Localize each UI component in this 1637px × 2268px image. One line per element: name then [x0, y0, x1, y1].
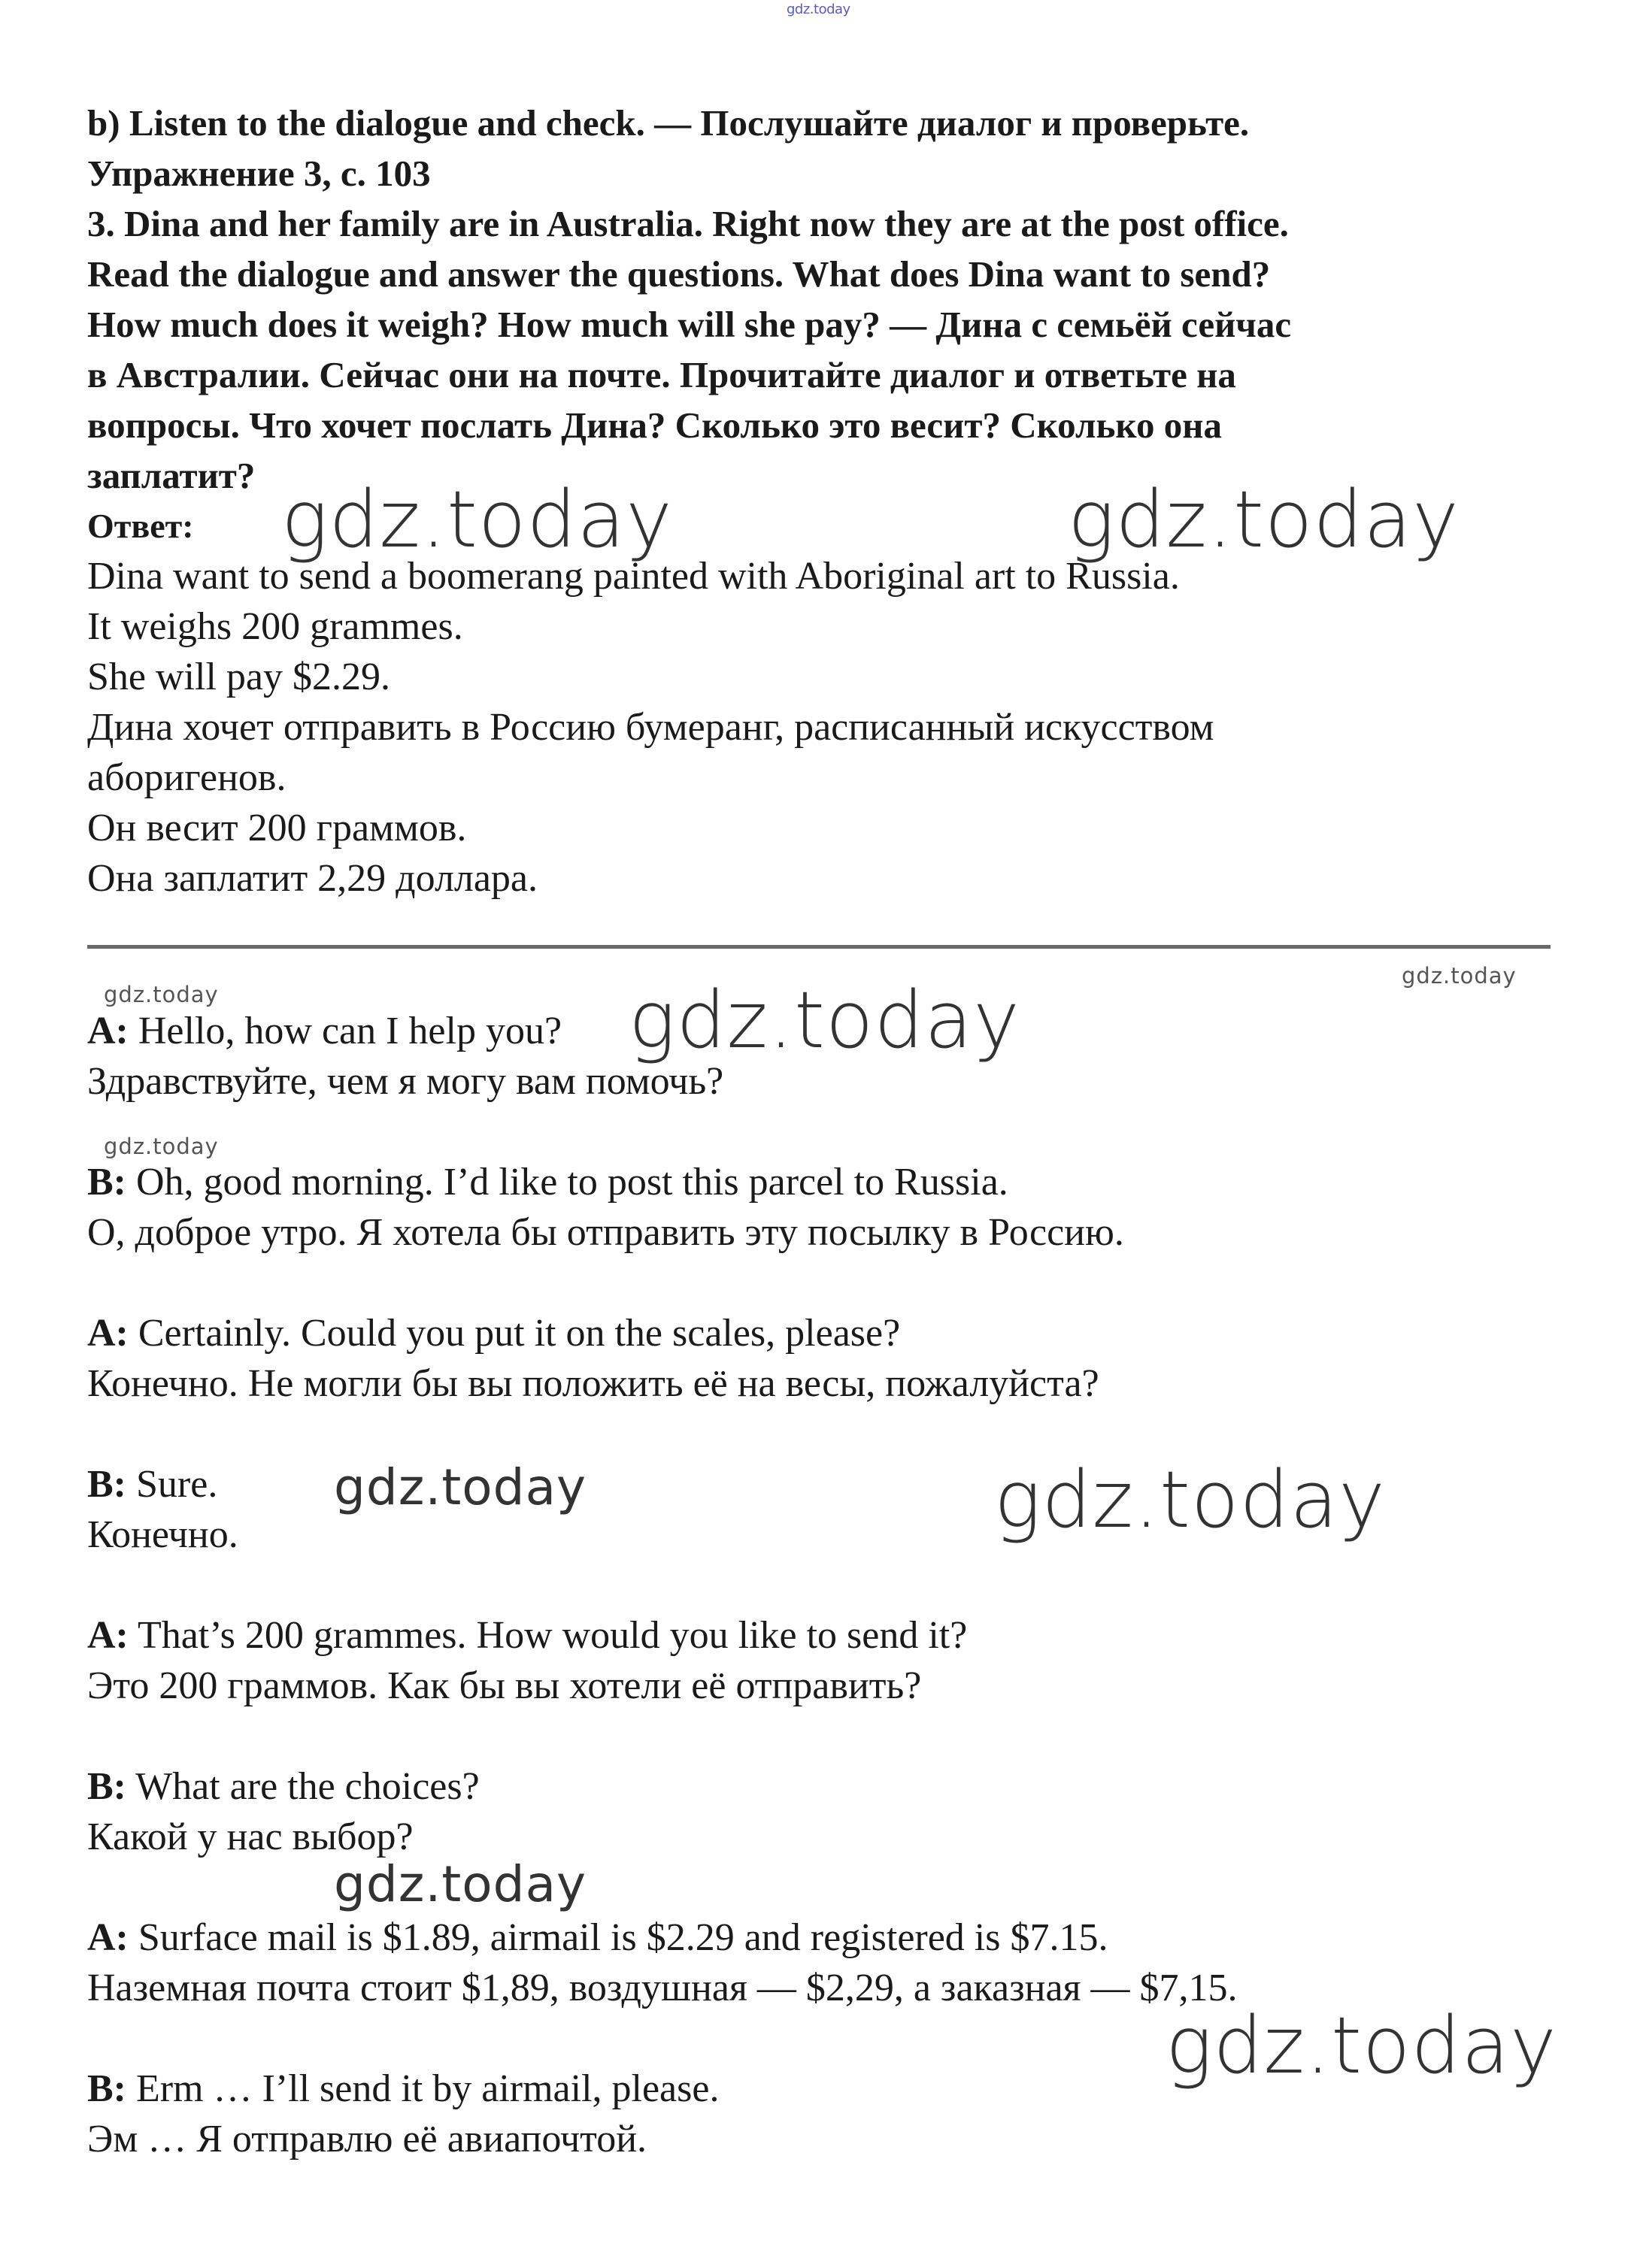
- answer-label: Ответ:: [87, 507, 194, 545]
- answer-line: аборигенов.: [87, 756, 286, 799]
- speaker-label: B:: [87, 1463, 126, 1506]
- watermark-text: gdz.today: [104, 1134, 219, 1159]
- speaker-label: B:: [87, 1161, 126, 1204]
- russian-translation: О, доброе утро. Я хотела бы отправить эту посылку в Россию.: [87, 1211, 1124, 1254]
- answer-text: [87, 551, 1561, 904]
- listen-instruction: b) Listen to the dialogue and check. — Послушайте диалог и проверьте.: [87, 102, 1250, 144]
- watermark-text: gdz.today: [629, 974, 1020, 1066]
- task-line: 3. Dina and her family are in Australia. Right now they are at the post office.: [87, 203, 1289, 244]
- section-divider: [87, 945, 1551, 949]
- speaker-label: B:: [87, 2067, 126, 2110]
- watermark-text: gdz.today: [1068, 474, 1460, 565]
- russian-translation: Здравствуйте, чем я могу вам помочь?: [87, 1060, 724, 1103]
- english-text: Sure.: [136, 1463, 218, 1506]
- header-watermark: gdz.today: [787, 2, 850, 17]
- answer-line: It weighs 200 grammes.: [87, 605, 463, 648]
- speaker-label: B:: [87, 1765, 126, 1808]
- answer-line: Дина хочет отправить в Россию бумеранг, расписанный искусством: [87, 706, 1214, 749]
- dialogue-turn: [87, 1308, 1561, 1409]
- task-line: заплатит?: [87, 455, 256, 496]
- exercise-title: Упражнение 3, с. 103: [87, 153, 431, 194]
- russian-translation: Это 200 граммов. Как бы вы хотели её отправить?: [87, 1664, 922, 1707]
- dialogue-line: [87, 1912, 1561, 1963]
- watermark-text: gdz.today: [281, 474, 673, 565]
- answer-line: She will pay $2.29.: [87, 656, 390, 698]
- english-text: What are the choices?: [135, 1765, 480, 1808]
- english-text: Hello, how can I help you?: [138, 1010, 562, 1052]
- english-text: Certainly. Could you put it on the scales, please?: [138, 1312, 901, 1355]
- english-text: Erm … I’ll send it by airmail, please.: [136, 2067, 720, 2110]
- speaker-label: A:: [87, 1010, 129, 1052]
- russian-translation: Наземная почта стоит $1,89, воздушная — $2,29, а заказная — $7,15.: [87, 1967, 1238, 2009]
- dialogue-turn: [87, 1912, 1561, 2013]
- answer-line: Dina want to send a boomerang painted with Aboriginal art to Russia.: [87, 555, 1180, 598]
- english-text: That’s 200 grammes. How would you like to send it?: [137, 1614, 968, 1657]
- dialogue-line: [87, 1610, 1561, 1661]
- task-line: How much does it weigh? How much will she pay? — Дина с семьёй сейчас: [87, 304, 1292, 345]
- watermark-text: gdz.today: [1402, 963, 1517, 989]
- dialogue-turn: [87, 1157, 1561, 1258]
- english-text: Surface mail is $1.89, airmail is $2.29 and registered is $7.15.: [138, 1916, 1108, 1959]
- russian-translation: Какой у нас выбор?: [87, 1815, 414, 1858]
- speaker-label: A:: [87, 1312, 129, 1355]
- russian-translation: Эм … Я отправлю её авиапочтой.: [87, 2118, 647, 2161]
- dialogue-line: [87, 1157, 1561, 1207]
- dialogue-turn: [87, 1761, 1561, 1862]
- english-text: Oh, good morning. I’d like to post this parcel to Russia.: [136, 1161, 1008, 1204]
- watermark-text: gdz.today: [1166, 2000, 1557, 2091]
- russian-translation: Конечно.: [87, 1513, 238, 1556]
- task-text: [87, 198, 1561, 501]
- watermark-text: gdz.today: [104, 982, 219, 1007]
- speaker-label: A:: [87, 1916, 129, 1959]
- watermark-text: gdz.today: [994, 1454, 1386, 1546]
- dialogue-line: [87, 1308, 1561, 1358]
- dialogue-turn: [87, 1610, 1561, 1711]
- task-line: Read the dialogue and answer the questions. What does Dina want to send?: [87, 253, 1271, 295]
- task-line: в Австралии. Сейчас они на почте. Прочитайте диалог и ответьте на: [87, 354, 1236, 395]
- dialogue-line: [87, 1761, 1561, 1812]
- answer-line: Она заплатит 2,29 доллара.: [87, 857, 538, 900]
- speaker-label: A:: [87, 1614, 129, 1657]
- answer-line: Он весит 200 граммов.: [87, 807, 467, 849]
- task-line: вопросы. Что хочет послать Дина? Сколько это весит? Сколько она: [87, 404, 1222, 446]
- watermark-text: gdz.today: [334, 1458, 587, 1516]
- watermark-text: gdz.today: [334, 1855, 587, 1913]
- russian-translation: Конечно. Не могли бы вы положить её на весы, пожалуйста?: [87, 1362, 1099, 1405]
